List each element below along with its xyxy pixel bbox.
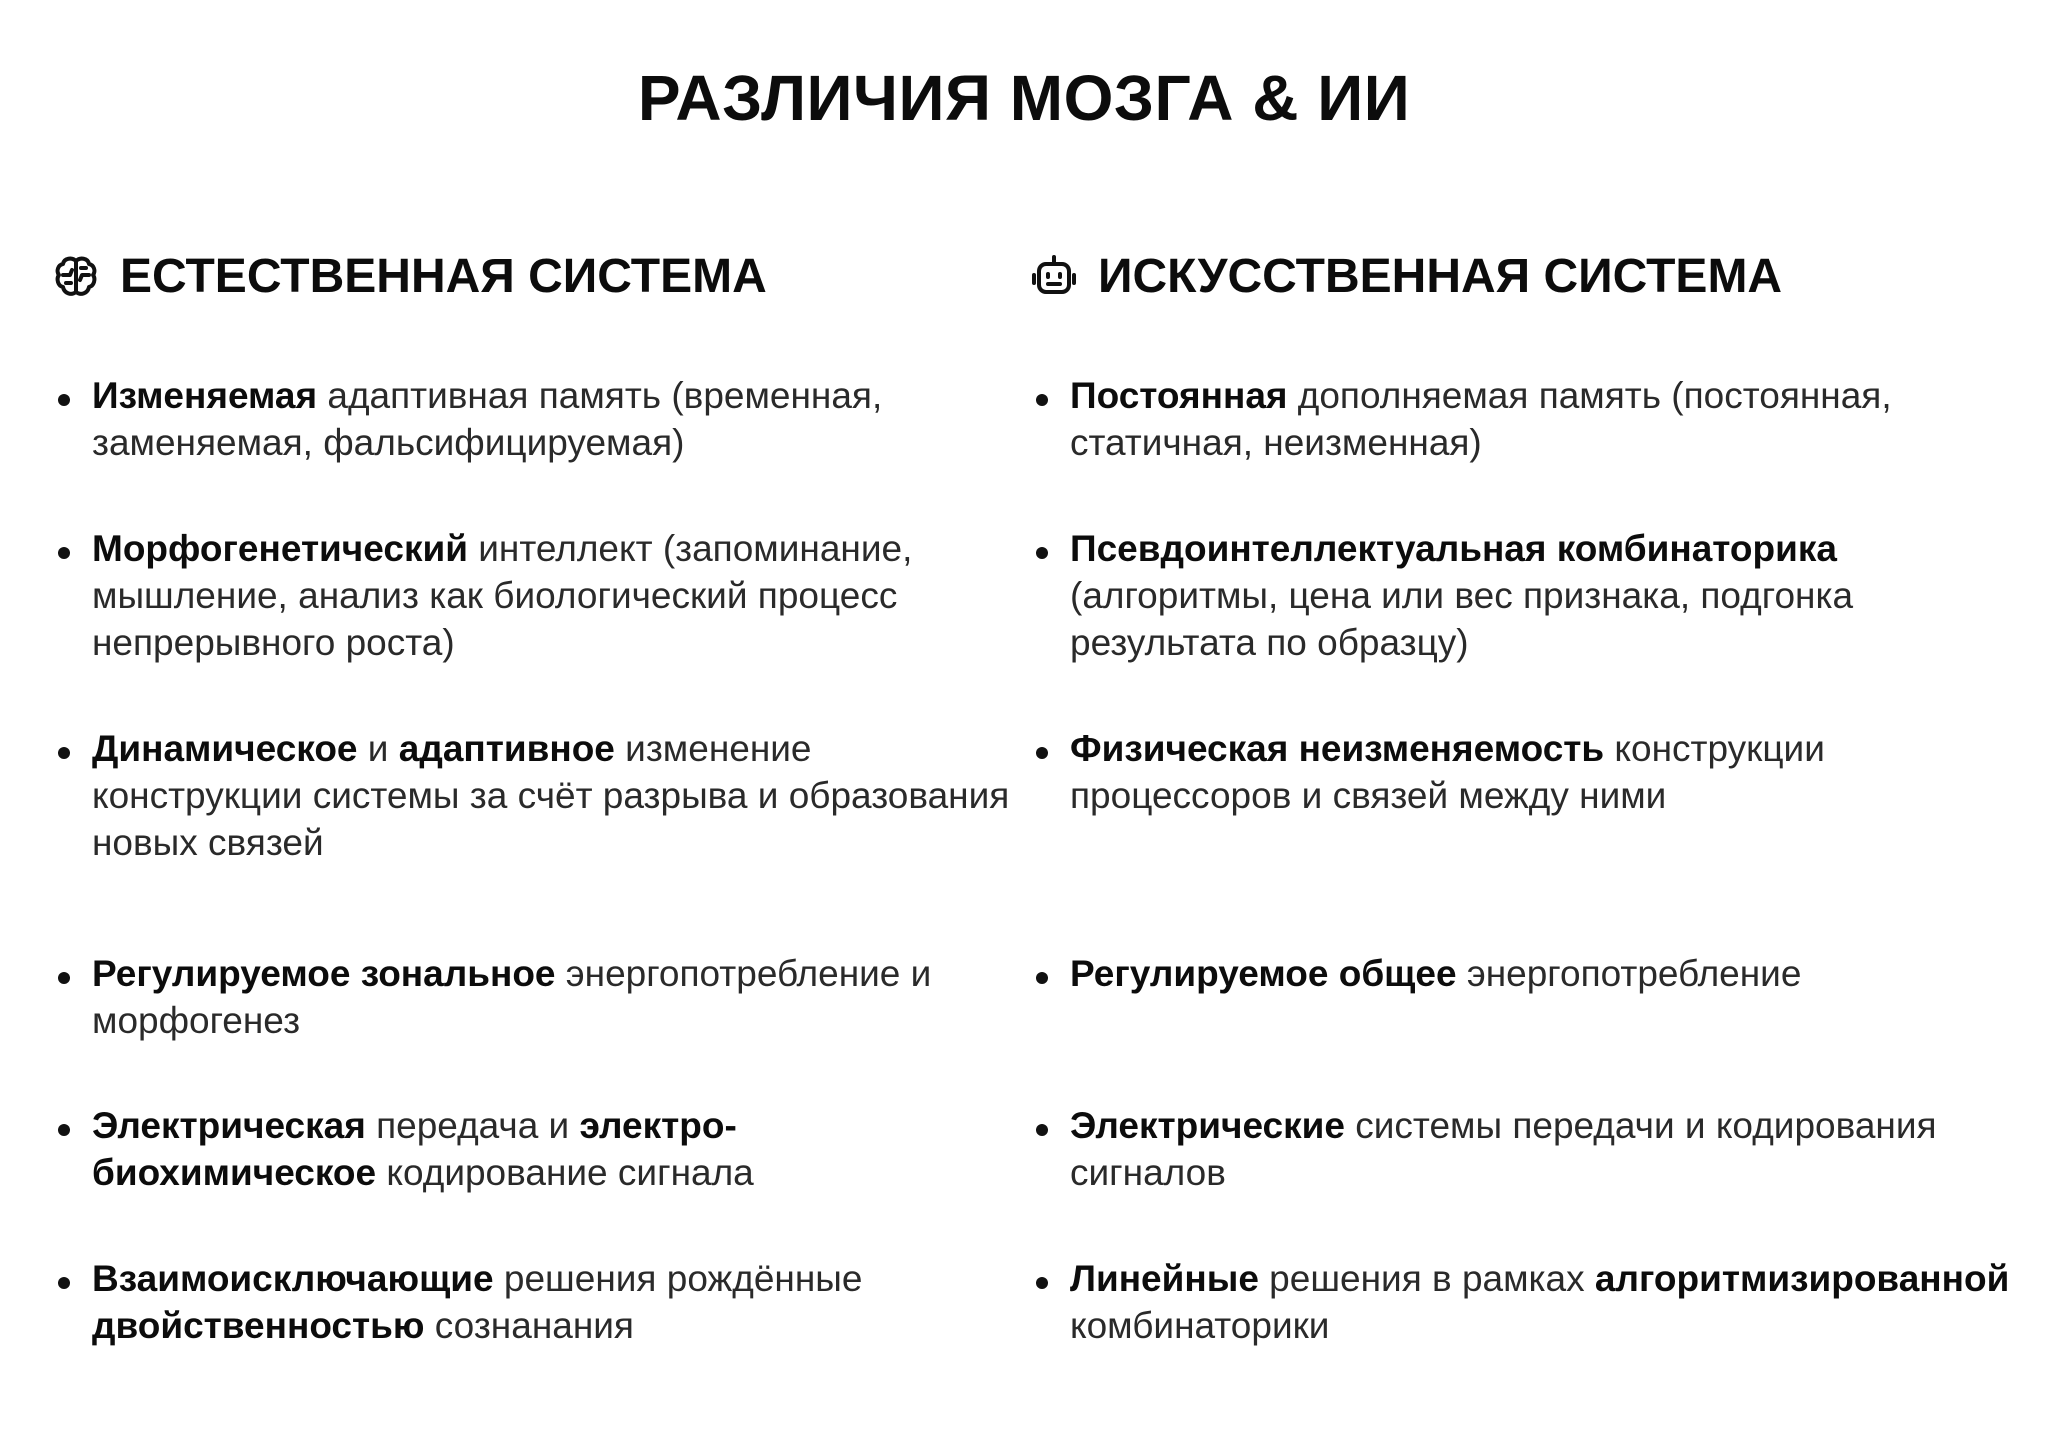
emphasis-text: Электрические <box>1070 1105 1345 1146</box>
body-text: дополняемая память (постоянная, статичная, неизменная) <box>1070 375 1892 463</box>
emphasis-text: Линейные <box>1070 1258 1259 1299</box>
body-text: и <box>357 728 399 769</box>
bullet <box>58 972 70 984</box>
list-item <box>1030 372 2020 466</box>
emphasis-text: электро-биохимическое <box>92 1105 737 1193</box>
body-text: энергопотребление и морфогенез <box>92 953 932 1041</box>
emphasis-text: Регулируемое общее <box>1070 953 1457 994</box>
bullet <box>1036 1124 1048 1136</box>
bullet <box>1036 747 1048 759</box>
item-text <box>92 1102 1012 1196</box>
list-item <box>1030 725 2020 819</box>
item-text <box>1070 525 2020 666</box>
emphasis-text: Физическая неизменяемость <box>1070 728 1605 769</box>
emphasis-text: Морфогенетический <box>92 528 468 569</box>
item-text <box>1070 725 2020 819</box>
emphasis-text: алгоритмизированной <box>1594 1258 2010 1299</box>
body-text: решения рождённые <box>493 1258 863 1299</box>
list-item <box>1030 950 2020 997</box>
body-text: решения в рамках <box>1258 1258 1595 1299</box>
bullet <box>58 1277 70 1289</box>
body-text: изменение конструкции системы за счёт разрыва и образования новых связей <box>92 728 1010 863</box>
item-text <box>1070 950 1801 997</box>
body-text: системы передачи и кодирования сигналов <box>1070 1105 1937 1193</box>
robot-icon <box>1030 253 1078 301</box>
emphasis-text: Постоянная <box>1070 375 1288 416</box>
bullet <box>58 1124 70 1136</box>
emphasis-text: Электрическая <box>92 1105 366 1146</box>
body-text: адаптивная память (временная, заменяемая, фальсифицируемая) <box>92 375 883 463</box>
bullet <box>58 547 70 559</box>
item-text <box>92 1255 1012 1349</box>
body-text: интеллект (запоминание, мышление, анализ как биологический процесс непрерывного роста) <box>92 528 913 663</box>
body-text: сознанания <box>424 1305 634 1346</box>
emphasis-text: двойственностью <box>92 1305 425 1346</box>
item-text <box>1070 1255 2020 1349</box>
natural-system-header <box>52 248 767 306</box>
bullet <box>1036 547 1048 559</box>
body-text: комбинаторики <box>1070 1305 1330 1346</box>
item-text <box>92 372 1012 466</box>
bullet <box>58 394 70 406</box>
emphasis-text: Изменяемая <box>92 375 318 416</box>
natural-system-title: ЕСТЕСТВЕННАЯ СИСТЕМА <box>120 250 767 303</box>
bullet <box>58 747 70 759</box>
body-text: конструкции процессоров и связей между ними <box>1070 728 1825 816</box>
list-item <box>52 950 1012 1044</box>
bullet <box>1036 972 1048 984</box>
brain-icon <box>52 253 100 301</box>
emphasis-text: Динамическое <box>92 728 358 769</box>
bullet <box>1036 394 1048 406</box>
body-text: (алгоритмы, цена или вес признака, подгонка результата по образцу) <box>1070 575 1854 663</box>
item-text <box>1070 1102 2020 1196</box>
artificial-system-header <box>1030 248 1782 306</box>
item-text <box>92 950 1012 1044</box>
emphasis-text: Взаимоисключающие <box>92 1258 494 1299</box>
list-item <box>1030 1255 2020 1349</box>
page-title: РАЗЛИЧИЯ МОЗГА & ИИ <box>637 62 1411 134</box>
item-text <box>92 725 1012 866</box>
list-item <box>52 525 1012 666</box>
emphasis-text: Регулируемое зональное <box>92 953 556 994</box>
list-item <box>52 1255 1012 1349</box>
bullet <box>1036 1277 1048 1289</box>
list-item <box>1030 525 2020 666</box>
item-text <box>1070 372 2020 466</box>
emphasis-text: Псевдоинтеллектуальная комбинаторика <box>1070 528 1837 569</box>
body-text: кодирование сигнала <box>376 1152 754 1193</box>
body-text: передача и <box>365 1105 580 1146</box>
list-item <box>1030 1102 2020 1196</box>
list-item <box>52 725 1012 866</box>
item-text <box>92 525 1012 666</box>
list-item <box>52 372 1012 466</box>
emphasis-text: адаптивное <box>398 728 615 769</box>
artificial-system-title: ИСКУССТВЕННАЯ СИСТЕМА <box>1098 250 1783 303</box>
list-item <box>52 1102 1012 1196</box>
body-text: энергопотребление <box>1456 953 1802 994</box>
